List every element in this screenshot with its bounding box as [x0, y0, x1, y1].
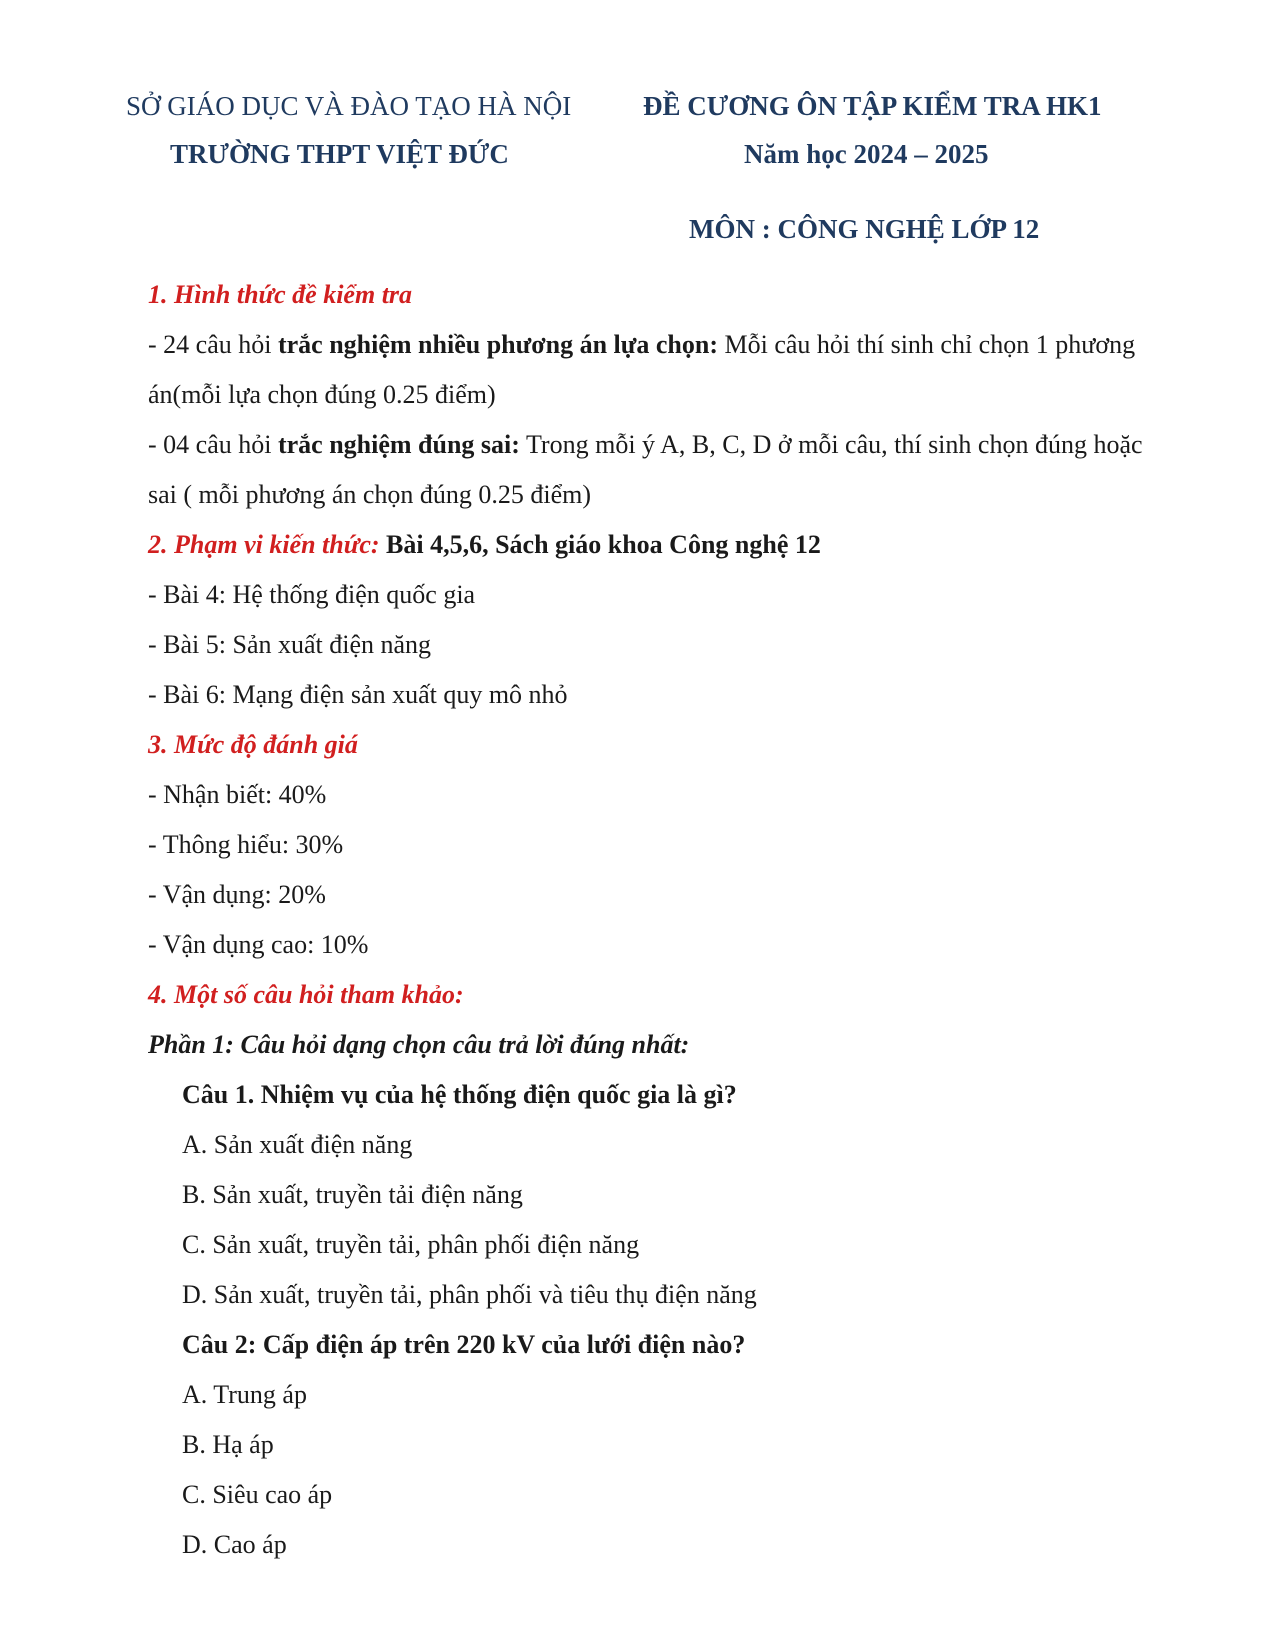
department-name: SỞ GIÁO DỤC VÀ ĐÀO TẠO HÀ NỘI [126, 91, 572, 121]
list-item: - Nhận biết: 40% [148, 780, 327, 809]
question-option: C. Siêu cao áp [182, 1480, 333, 1509]
question-option: A. Trung áp [182, 1380, 307, 1409]
section-2-reference: Bài 4,5,6, Sách giáo khoa Công nghệ 12 [379, 530, 821, 559]
question-option: C. Sản xuất, truyền tải, phân phối điện năng [182, 1230, 640, 1259]
list-item: - Vận dụng cao: 10% [148, 930, 369, 959]
document-title: ĐỀ CƯƠNG ÔN TẬP KIỂM TRA HK1 [643, 91, 1102, 121]
list-item: - Bài 6: Mạng điện sản xuất quy mô nhỏ [148, 680, 568, 709]
part-1-heading: Phần 1: Câu hỏi dạng chọn câu trả lời đúng nhất: [148, 1030, 690, 1059]
item-prefix: - 24 câu hỏi [148, 330, 278, 359]
item-emphasis: trắc nghiệm đúng sai: [277, 430, 520, 459]
question-option: A. Sản xuất điện năng [182, 1130, 413, 1159]
list-item: - Bài 4: Hệ thống điện quốc gia [148, 580, 476, 609]
section-1-item-1 [148, 320, 1168, 420]
section-2-label: 2. Phạm vi kiến thức: [148, 530, 380, 559]
item-emphasis: trắc nghiệm nhiều phương án lựa chọn: [277, 330, 718, 359]
question-1-title: Câu 1. Nhiệm vụ của hệ thống điện quốc gia là gì? [182, 1080, 737, 1109]
section-1-heading: 1. Hình thức đề kiểm tra [148, 280, 413, 309]
list-item: - Vận dụng: 20% [148, 880, 326, 909]
document-body [148, 270, 1168, 1570]
question-option: D. Sản xuất, truyền tải, phân phối và tiêu thụ điện năng [182, 1280, 757, 1309]
question-option: B. Hạ áp [182, 1430, 274, 1459]
section-2-heading [148, 520, 1168, 570]
question-2-title: Câu 2: Cấp điện áp trên 220 kV của lưới điện nào? [182, 1330, 746, 1359]
item-prefix: - 04 câu hỏi [148, 430, 278, 459]
section-3-heading: 3. Mức độ đánh giá [148, 730, 358, 759]
school-year: Năm học 2024 – 2025 [744, 139, 989, 169]
question-option: D. Cao áp [182, 1530, 287, 1559]
item-text: Mỗi câu hỏi thí sinh chỉ chọn 1 phương án(mỗi lựa chọn đúng 0.25 điểm) [148, 330, 1136, 409]
subject-title: MÔN : CÔNG NGHỆ LỚP 12 [689, 214, 1040, 244]
school-name: TRƯỜNG THPT VIỆT ĐỨC [170, 139, 509, 169]
question-option: B. Sản xuất, truyền tải điện năng [182, 1180, 523, 1209]
section-4-heading: 4. Một số câu hỏi tham khảo: [148, 980, 464, 1009]
section-1-item-2 [148, 420, 1168, 520]
list-item: - Thông hiểu: 30% [148, 830, 344, 859]
item-text: Trong mỗi ý A, B, C, D ở mỗi câu, thí sinh chọn đúng hoặc sai ( mỗi phương án chọn đúng 0.25 điểm) [148, 430, 1143, 509]
list-item: - Bài 5: Sản xuất điện năng [148, 630, 432, 659]
